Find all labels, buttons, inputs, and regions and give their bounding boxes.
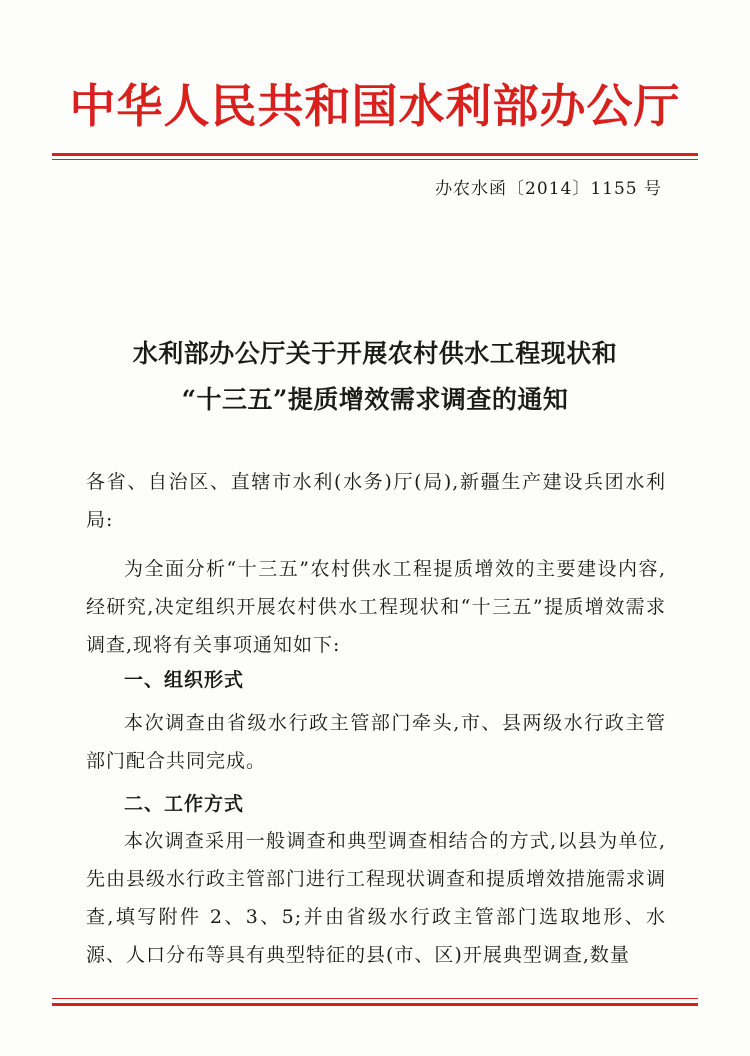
footer-rule-thick: [52, 1003, 698, 1006]
section-1-body: 本次调查由省级水行政主管部门牵头,市、县两级水行政主管部门配合共同完成。: [86, 712, 666, 772]
issuer-header: 中华人民共和国水利部办公厅: [69, 79, 681, 133]
section-2-heading: 二、工作方式: [124, 793, 245, 815]
document-title-line-1: 水利部办公厅关于开展农村供水工程现状和: [132, 339, 618, 368]
header-rule-thick: [52, 153, 698, 156]
section-1-heading: 一、组织形式: [124, 669, 245, 691]
header-rule-thin: [52, 159, 698, 160]
addressee-paragraph: 各省、自治区、直辖市水利(水务)厅(局),新疆生产建设兵团水利局:: [86, 471, 666, 531]
section-2-body: 本次调查采用一般调查和典型调查相结合的方式,以县为单位,先由县级水行政主管部门进行工程现状调查和提质增效措施需求调查,填写附件 2、3、5;并由省级水行政主管部门选取地形、水源、人口分布等具有典型特征的县(市、区)开展典型调查,数量: [86, 830, 667, 966]
document-number: 办农水函〔2014〕1155 号: [435, 179, 662, 199]
intro-paragraph: 为全面分析“十三五”农村供水工程提质增效的主要建设内容,经研究,决定组织开展农村供水工程现状和“十三五”提质增效需求调查,现将有关事项通知如下:: [86, 558, 666, 656]
footer-rule-thin: [52, 998, 698, 999]
document-title-line-2: “十三五”提质增效需求调查的通知: [181, 385, 569, 414]
